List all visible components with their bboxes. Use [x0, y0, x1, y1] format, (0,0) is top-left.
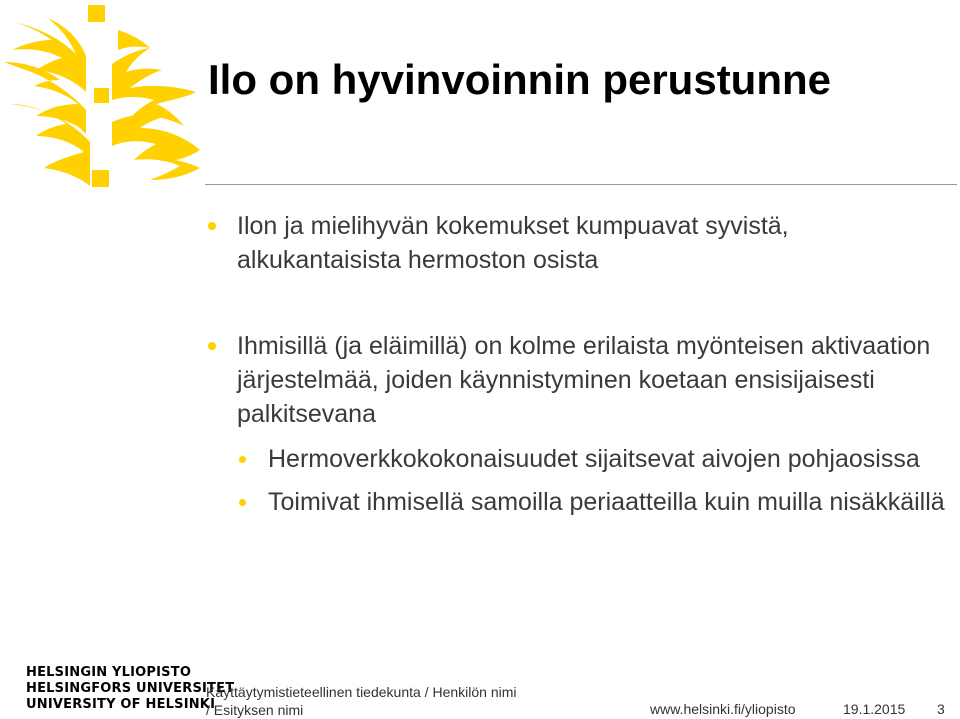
- bullet-dot-icon: [208, 222, 216, 230]
- footer-department: Käyttäytymistieteellinen tiedekunta / Henkilön nimi: [206, 684, 517, 700]
- footer-presentation-name: / Esityksen nimi: [206, 702, 304, 718]
- sub-bullet-item: [239, 443, 948, 476]
- university-name-english: UNIVERSITY OF HELSINKI: [26, 697, 216, 712]
- footer-info: [206, 683, 517, 719]
- sub-bullet-item: [239, 486, 948, 519]
- helsinki-flame-logo-icon: [0, 0, 210, 200]
- sub-bullet-dot-icon: [239, 499, 246, 506]
- bullet-dot-icon: [208, 342, 216, 350]
- page-number: 3: [937, 701, 945, 717]
- sub-bullet-text: Toimivat ihmisellä samoilla periaatteilla kuin muilla nisäkkäillä: [268, 488, 945, 516]
- bullet-item: [208, 329, 948, 519]
- bullet-text: Ilon ja mielihyvän kokemukset kumpuavat syvistä, alkukantaisista hermoston osista: [237, 212, 789, 274]
- footer-url: www.helsinki.fi/yliopisto: [650, 701, 796, 717]
- university-name-swedish: HELSINGFORS UNIVERSITET: [26, 681, 235, 696]
- slide-content: [208, 209, 948, 519]
- university-name-finnish: HELSINGIN YLIOPISTO: [26, 665, 192, 680]
- footer-date: 19.1.2015: [843, 701, 906, 717]
- sub-bullet-list: [239, 443, 948, 519]
- sub-bullet-dot-icon: [239, 456, 246, 463]
- university-name-block: [26, 665, 234, 713]
- title-divider: [205, 184, 957, 185]
- sub-bullet-text: Hermoverkkokokonaisuudet sijaitsevat aivojen pohjaosissa: [268, 445, 920, 473]
- slide-title: Ilo on hyvinvoinnin perustunne: [208, 56, 832, 103]
- bullet-item: [208, 209, 948, 277]
- bullet-text: Ihmisillä (ja eläimillä) on kolme erilaista myönteisen aktivaation järjestelmää, joiden käynnistyminen koetaan ensisijaisesti palkitsevana: [237, 332, 931, 428]
